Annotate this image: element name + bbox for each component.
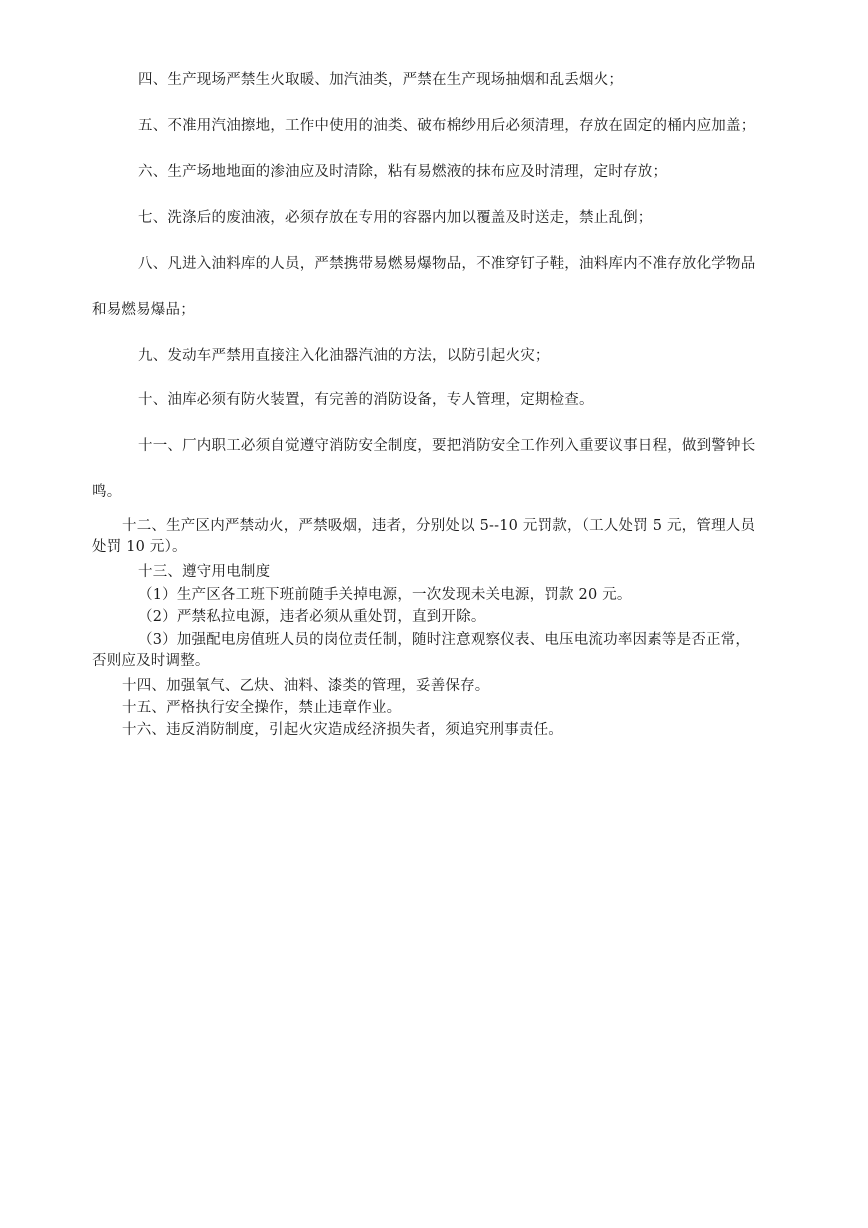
rule-8-line-2: 和易燃易爆品； bbox=[92, 302, 195, 318]
rule-9: 九、发动车严禁用直接注入化油器汽油的方法，以防引起火灾； bbox=[138, 348, 550, 364]
rule-13-item-1: （1）生产区各工班下班前随手关掉电源，一次发现未关电源，罚款 20 元。 bbox=[138, 587, 632, 603]
rule-13-item-3-line-2: 否则应及时调整。 bbox=[92, 653, 210, 669]
rule-13-item-3-line-1: （3）加强配电房值班人员的岗位责任制，随时注意观察仪表、电压电流功率因素等是否正常， bbox=[138, 632, 751, 648]
rule-11-line-1: 十一、厂内职工必须自觉遵守消防安全制度，要把消防安全工作列入重要议事日程，做到警钟长 bbox=[138, 438, 756, 454]
rule-13-heading: 十三、遵守用电制度 bbox=[138, 564, 271, 580]
rule-16: 十六、违反消防制度，引起火灾造成经济损失者，须追究刑事责任。 bbox=[122, 722, 563, 738]
rule-15: 十五、严格执行安全操作，禁止违章作业。 bbox=[122, 700, 402, 716]
rule-12-line-1: 十二、生产区内严禁动火，严禁吸烟，违者，分别处以 5--10 元罚款，（工人处罚 5 元，管理人员 bbox=[122, 518, 756, 534]
rule-13-item-2: （2）严禁私拉电源，违者必须从重处罚，直到开除。 bbox=[138, 609, 486, 625]
rule-12-line-2: 处罚 10 元）。 bbox=[92, 539, 187, 555]
rule-11-line-2: 鸣。 bbox=[92, 484, 122, 500]
rule-6: 六、生产场地地面的渗油应及时清除，粘有易燃液的抹布应及时清理，定时存放； bbox=[138, 164, 668, 180]
rule-14: 十四、加强氧气、乙炔、油料、漆类的管理，妥善保存。 bbox=[122, 678, 490, 694]
rule-5: 五、不准用汽油擦地，工作中使用的油类、破布棉纱用后必须清理，存放在固定的桶内应加盖； bbox=[138, 118, 756, 134]
rule-7: 七、洗涤后的废油液，必须存放在专用的容器内加以覆盖及时送走，禁止乱倒； bbox=[138, 210, 653, 226]
rule-8-line-1: 八、凡进入油料库的人员，严禁携带易燃易爆物品，不准穿钉子鞋，油料库内不准存放化学物品 bbox=[138, 256, 756, 272]
rule-10: 十、油库必须有防火装置，有完善的消防设备，专人管理，定期检查。 bbox=[138, 392, 594, 408]
rule-4: 四、生产现场严禁生火取暖、加汽油类，严禁在生产现场抽烟和乱丢烟火； bbox=[138, 72, 624, 88]
